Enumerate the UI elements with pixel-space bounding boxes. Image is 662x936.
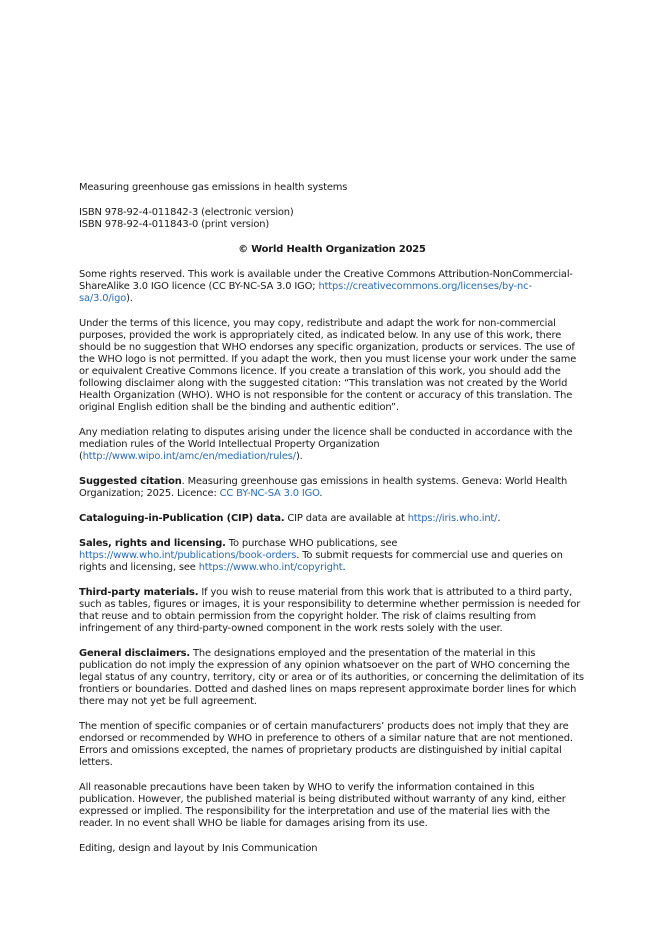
third-party-paragraph: Third-party materials. If you wish to reuse material from this work that is attributed to a third party, such as tables, figures or images, it is your responsibility to determine whether permission is needed for that reuse and to obtain permission from the copyright holder. The risk of claims resulting from infringement of any third-party-owned component in the work rests solely with the user.: [79, 587, 581, 634]
cip-paragraph: Cataloguing-in-Publication (CIP) data. CIP data are available at https://iris.who.int/.: [79, 513, 501, 524]
suggested-citation-label: Suggested citation: [79, 476, 182, 487]
copyright-page: [79, 182, 585, 868]
credits-line: Editing, design and layout by Inis Communication: [79, 843, 318, 854]
cip-label: Cataloguing-in-Publication (CIP) data.: [79, 513, 285, 524]
general-disclaimers-paragraph: General disclaimers. The designations employed and the presentation of the material in this publication do not imply the expression of any opinion whatsoever on the part of WHO concerning the legal status of any country, territory, city or area or of its authorities, or concerning the delimitation of its frontiers or boundaries. Dotted and dashed lines on maps represent approximate border lines for which there may not yet be full agreement.: [79, 648, 584, 707]
copyright-link[interactable]: https://www.who.int/copyright: [198, 562, 343, 573]
isbn-print: ISBN 978-92-4-011843-0 (print version): [79, 219, 270, 230]
sales-label: Sales, rights and licensing.: [79, 538, 226, 549]
creative-commons-link[interactable]: https://creativecommons.org/licenses/by-nc-sa/3.0/igo: [79, 281, 532, 304]
general-disclaimers-label: General disclaimers.: [79, 648, 190, 659]
companies-paragraph: The mention of specific companies or of certain manufacturers’ products does not imply that they are endorsed or recommended by WHO in preference to others of a similar nature that are not mentioned. Errors and omissions excepted, the names of proprietary products are distinguished by initial capital letters.: [79, 721, 573, 768]
isbn-electronic: ISBN 978-92-4-011842-3 (electronic version): [79, 207, 294, 218]
third-party-label: Third-party materials.: [79, 587, 199, 598]
iris-link[interactable]: https://iris.who.int/: [407, 513, 498, 524]
wipo-mediation-link[interactable]: http://www.wipo.int/amc/en/mediation/rules/: [82, 451, 296, 462]
licence-terms-paragraph: Under the terms of this licence, you may copy, redistribute and adapt the work for non-commercial purposes, provided the work is appropriately cited, as indicated below. In any use of this work, there should be no suggestion that WHO endorses any specific organization, products or services. The use of the WHO logo is not permitted. If you adapt the work, then you must license your work under the same or equivalent Creative Commons licence. If you create a translation of this work, you should add the following disclaimer along with the suggested citation: “This translation was not created by the World Health Organization (WHO). WHO is not responsible for the content or accuracy of this translation. The original English edition shall be the binding and authentic edition”.: [79, 318, 577, 413]
document-title: Measuring greenhouse gas emissions in health systems: [79, 182, 348, 193]
sales-paragraph: Sales, rights and licensing. To purchase WHO publications, see https://www.who.int/publications/book-orders. To submit requests for commercial use and queries on rights and licensing, see https://www.who.int/copyright.: [79, 538, 563, 573]
precautions-paragraph: All reasonable precautions have been taken by WHO to verify the information contained in this publication. However, the published material is being distributed without warranty of any kind, either expressed or implied. The responsibility for the interpretation and use of the material lies with the reader. In no event shall WHO be liable for damages arising from its use.: [79, 782, 566, 829]
copyright-notice: © World Health Organization 2025: [238, 244, 426, 255]
rights-paragraph: Some rights reserved. This work is available under the Creative Commons Attribution-NonCommercial-ShareAlike 3.0 IGO licence (CC BY-NC-SA 3.0 IGO; https://creativecommons.org/licenses/by-nc-sa/3.0/igo).: [79, 269, 573, 304]
suggested-citation-paragraph: Suggested citation. Measuring greenhouse gas emissions in health systems. Geneva: World Health Organization; 2025. Licence: CC BY-NC-SA 3.0 IGO.: [79, 476, 568, 499]
mediation-paragraph: Any mediation relating to disputes arising under the licence shall be conducted in accordance with the mediation rules of the World Intellectual Property Organization (http://www.wipo.int/amc/en/mediation/rules/).: [79, 427, 573, 462]
licence-link[interactable]: CC BY-NC-SA 3.0 IGO: [219, 488, 320, 499]
book-orders-link[interactable]: https://www.who.int/publications/book-orders: [79, 550, 297, 561]
